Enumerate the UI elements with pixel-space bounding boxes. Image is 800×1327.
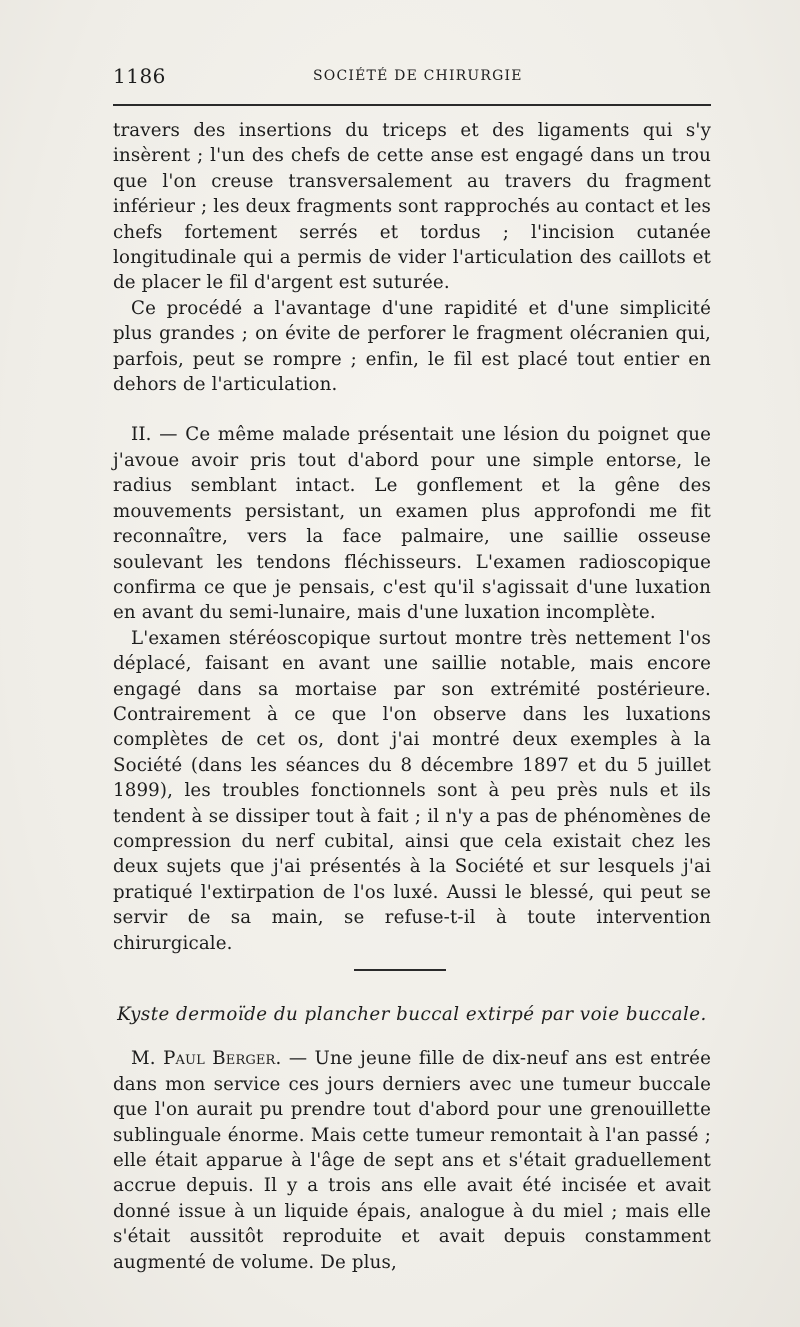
paragraph-numbered-ii: II. — Ce même malade présentait une lésion du poignet que j'avoue avoir pris tout d'abord pour une simple entorse, le radius semblant intact. Le gonflement et la gêne des mouvements persistant, un examen plus approfondi me fit reconnaître, vers la face palmaire, une saillie osseuse soulevant les tendons fléchisseurs. L'examen radioscopique confirma ce que je pensais, c'est qu'il s'agissait d'une luxation en avant du semi-lunaire, mais d'une luxation incomplète. [113,424,711,624]
section-divider [354,969,446,971]
running-head: SOCIÉTÉ DE CHIRURGIE [313,68,523,84]
page-header [113,62,711,92]
section-title: Kyste dermoïde du plancher buccal extirpé par voie buccale. [117,1004,707,1025]
speaker-paragraph [113,1046,711,1275]
paragraph: L'examen stéréoscopique surtout montre très nettement l'os déplacé, faisant en avant une saillie notable, mais encore engagé dans sa mortaise par son extrémité postérieure. Contrairement à ce que l'on observe dans les luxations complètes de cet os, dont j'ai montré deux exemples à la Société (dans les séances du 8 décembre 1897 et du 5 juillet 1899), les troubles fonctionnels sont à peu près nuls et ils tendent à se dissiper tout à fait ; il n'y a pas de phénomènes de compression du nerf cubital, ainsi que cela existait chez les deux sujets que j'ai présentés à la Société et sur lesquels j'ai pratiqué l'extirpation de l'os luxé. Aussi le blessé, qui peut se servir de sa main, se refuse-t-il à toute intervention chirurgicale. [113,627,711,954]
body-text [113,118,711,1275]
header-rule [113,104,711,106]
speaker-text: — Une jeune fille de dix-neuf ans est entrée dans mon service ces jours derniers avec une tumeur buccale que l'on aurait pu prendre tout d'abord pour une grenouillette sublinguale énorme. Mais cette tumeur remontait à l'an passé ; elle était apparue à l'âge de sept ans et s'était graduellement accrue depuis. Il y a trois ans elle avait été incisée et avait donné issue à un liquide épais, analogue à du miel ; mais elle s'était aussitôt reproduite et avait depuis constamment augmenté de volume. De plus, [113,1048,711,1273]
speaker-name: M. Paul Berger. [131,1048,282,1070]
page-number: 1186 [113,64,166,88]
paragraph: Ce procédé a l'avantage d'une rapidité et d'une simplicité plus grandes ; on évite de perforer le fragment olécranien qui, parfois, peut se rompre ; enfin, le fil est placé tout entier en dehors de l'articulation. [113,297,711,396]
paragraph-continued: travers des insertions du triceps et des ligaments qui s'y insèrent ; l'un des chefs de cette anse est engagé dans un trou que l'on creuse transversalement au travers du fragment inférieur ; les deux fragments sont rapprochés au contact et les chefs fortement serrés et tordus ; l'incision cutanée longitudinale qui a permis de vider l'articulation des caillots et de placer le fil d'argent est suturée. [113,120,711,294]
